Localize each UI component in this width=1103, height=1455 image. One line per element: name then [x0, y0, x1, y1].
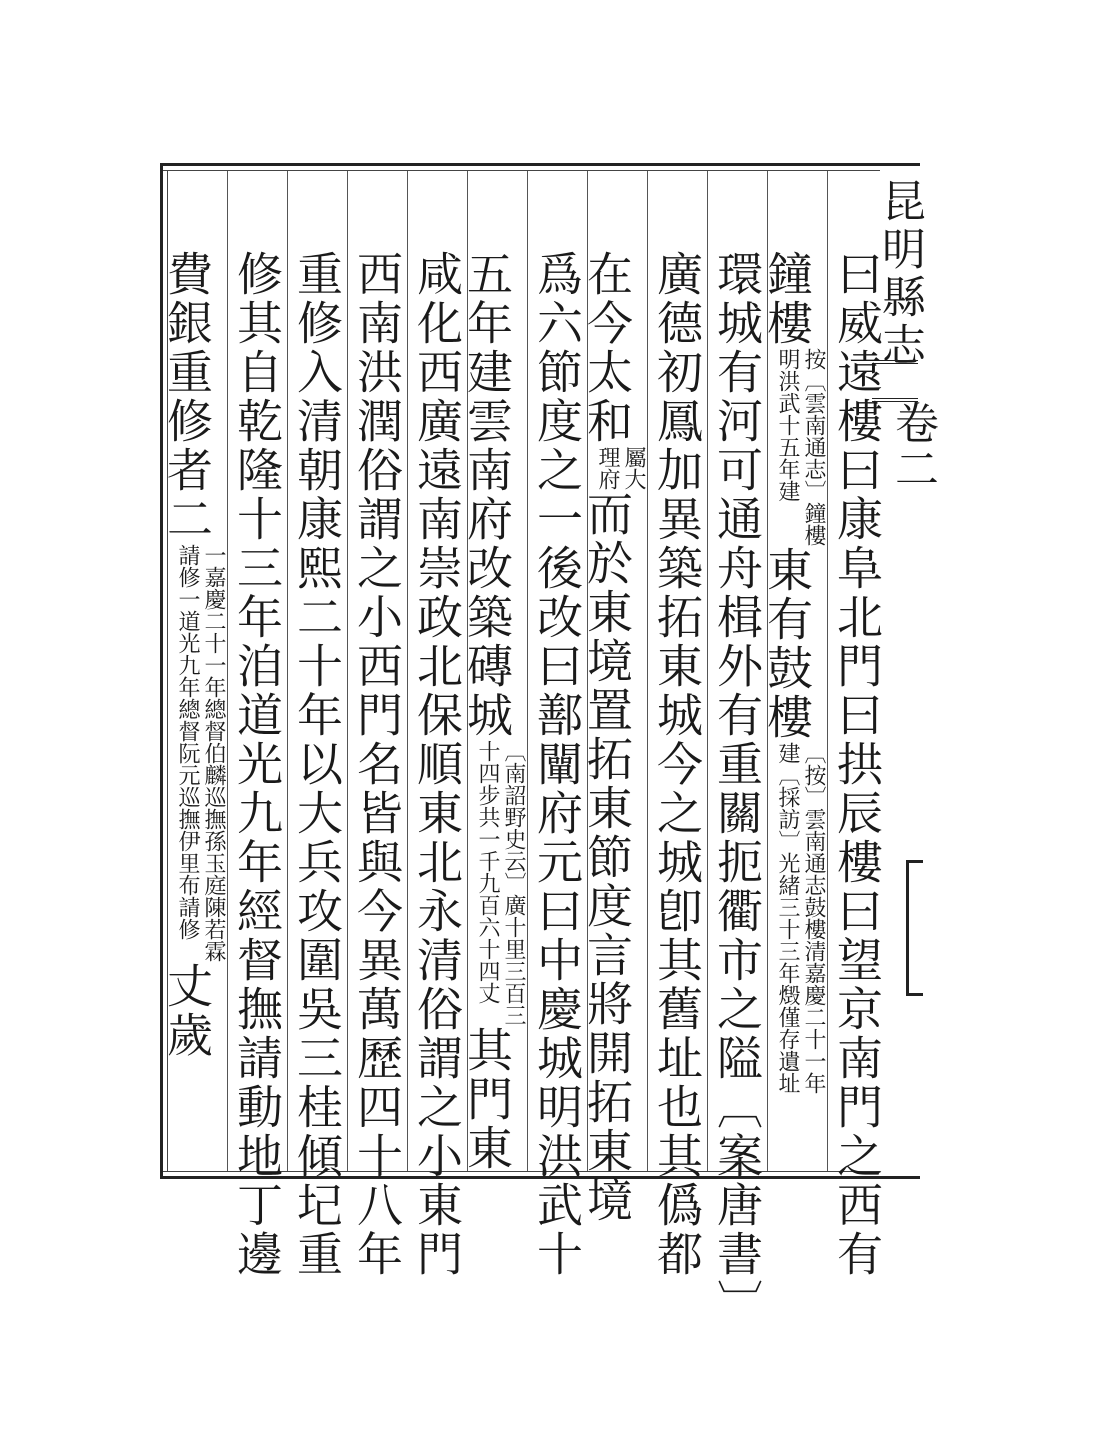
text-column	[580, 250, 646, 1225]
main-text: 費銀重修者二	[160, 250, 214, 544]
main-text: 重修入清朝康熙二十年以大兵攻圍吳三桂傾圮重	[290, 250, 344, 1279]
note-line-left: 請修一道光九年總督阮元巡撫伊里布請修	[175, 544, 200, 940]
interlinear-note	[774, 742, 826, 1094]
text-column	[288, 250, 346, 1279]
main-text: 五年建雲南府改築磚城	[460, 250, 514, 740]
note-line-right: 屬大	[621, 446, 646, 490]
main-text: 修其自乾隆十三年洎道光九年經督撫請動地丁邊	[230, 250, 284, 1279]
note-line-left: 建〔採訪〕光緒三十三年燬僅存遺址	[775, 742, 800, 1094]
note-line-right: 〔南詔野史云〕廣十里三百三	[501, 740, 526, 1026]
interlinear-note	[474, 740, 526, 1026]
text-column	[228, 250, 286, 1279]
text-column	[648, 250, 706, 1279]
frame-top-inner-rule	[160, 170, 880, 171]
main-text: 東有鼓樓	[760, 546, 814, 742]
text-column	[460, 250, 526, 1180]
text-column	[160, 250, 226, 1180]
note-line-right: 〔按〕雲南通志鼓樓清嘉慶二十一年	[801, 742, 826, 1094]
main-text: 曰威遠樓曰康阜北門曰拱辰樓曰望京南門之西有	[830, 250, 884, 1279]
main-text: 而於東境置拓東節度言將開拓東境	[580, 490, 634, 1225]
margin-bracket	[906, 860, 923, 996]
main-text: 其門東	[460, 1026, 514, 1173]
text-column	[528, 250, 586, 1279]
main-text: 環城有河可通舟楫外有重關扼衢市之隘〔案唐書〕	[710, 250, 764, 1328]
text-column	[348, 250, 406, 1279]
note-line-left: 明洪武十五年建	[775, 348, 800, 502]
interlinear-note	[594, 446, 646, 490]
note-line-right: 按〔雲南通志〕鐘樓	[801, 348, 826, 546]
note-line-right: 一嘉慶二十一年總督伯麟巡撫孫玉庭陳若霖	[201, 544, 226, 962]
main-text: 廣德初鳳加異築拓東城今之城卽其舊址也其僞都	[650, 250, 704, 1279]
note-line-left: 十四步共一千九百六十四丈	[475, 740, 500, 1004]
note-line-left: 理府	[595, 446, 620, 490]
text-column	[408, 250, 466, 1279]
frame-top-rule	[160, 163, 920, 166]
main-text: 爲六節度之一後改曰鄯闡府元曰中慶城明洪武十	[530, 250, 584, 1279]
main-text: 丈歲	[160, 962, 214, 1060]
text-column	[828, 250, 886, 1279]
text-column	[708, 250, 766, 1328]
main-text: 咸化西廣遠南崇政北保順東北永清俗謂之小東門	[410, 250, 464, 1279]
main-text: 在今太和	[580, 250, 634, 446]
interlinear-note	[774, 348, 826, 546]
interlinear-note	[174, 544, 226, 962]
main-text: 鐘樓	[760, 250, 814, 348]
text-column	[760, 250, 826, 1180]
main-text: 西南洪潤俗謂之小西門名皆與今異萬歷四十八年	[350, 250, 404, 1279]
volume-label: 卷二	[887, 400, 938, 492]
book-title: 昆明縣志	[874, 178, 925, 370]
